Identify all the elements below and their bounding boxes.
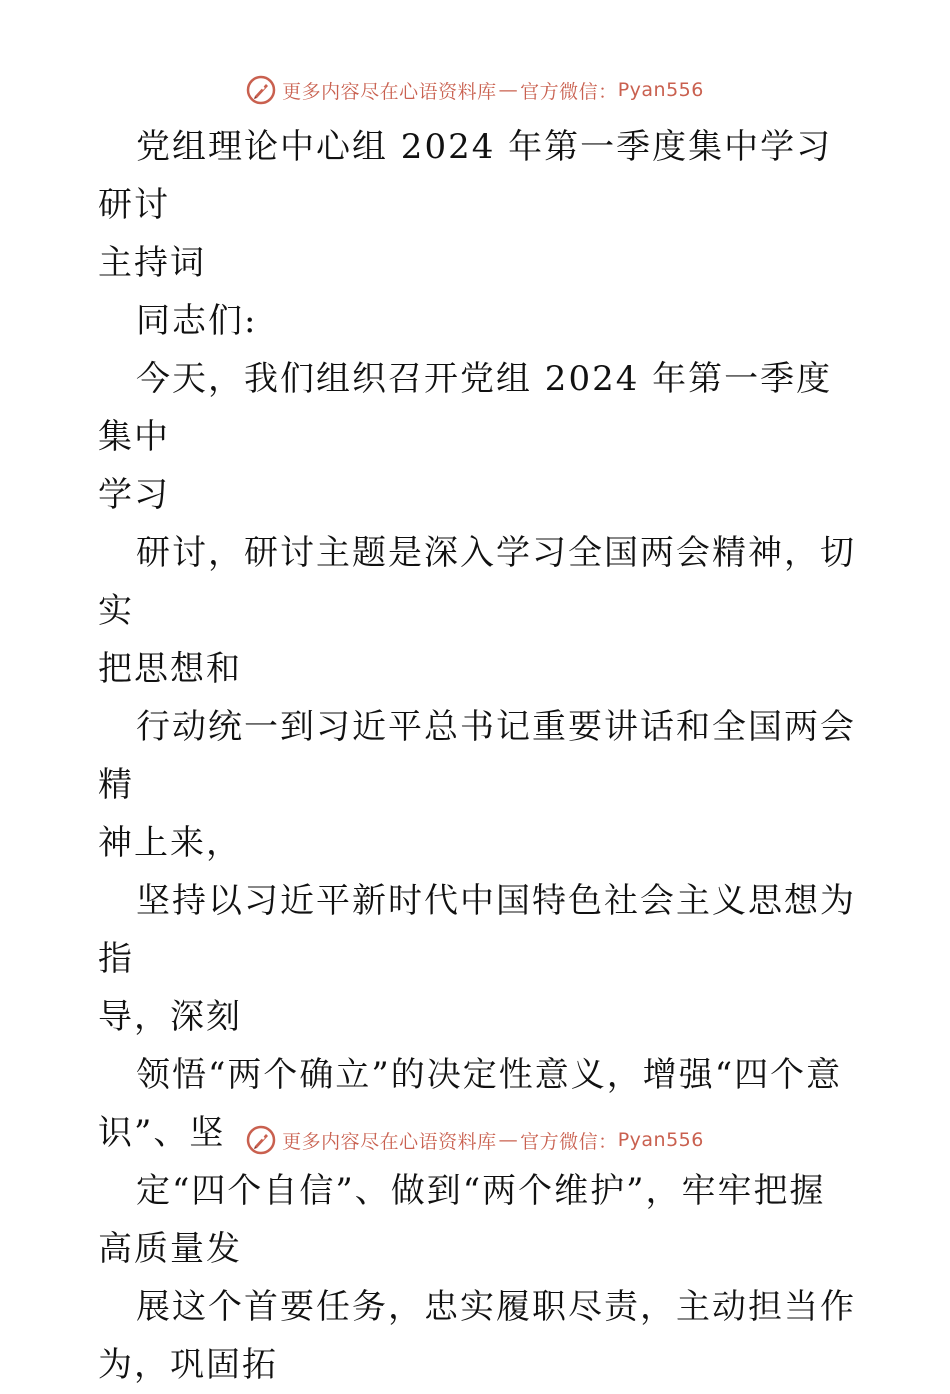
- watermark-separator: —: [498, 79, 519, 101]
- document-line: 今天，我们组织召开党组 2024 年第一季度集中: [98, 359, 833, 457]
- document-line: 神上来，: [98, 823, 242, 863]
- document-line: 导，深刻: [98, 997, 242, 1037]
- document-line: 高质量发: [98, 1229, 242, 1269]
- document-line: 研讨，研讨主题是深入学习全国两会精神，切实: [98, 533, 856, 631]
- document-line: 识”、坚: [98, 1113, 226, 1153]
- document-line: 党组理论中心组 2024 年第一季度集中学习研讨: [98, 127, 833, 225]
- watermark-header: [0, 70, 950, 110]
- document-line: 领悟“两个确立”的决定性意义，增强“四个意: [136, 1055, 843, 1095]
- watermark-text: 更多内容尽在心语资料库: [282, 1130, 497, 1153]
- document-body: [98, 118, 858, 1394]
- document-line: 同志们:: [136, 301, 258, 341]
- watermark-separator: —: [498, 1129, 519, 1151]
- watermark-wechat-label: 官方微信：: [520, 1130, 618, 1153]
- pen-logo-icon: [246, 75, 276, 105]
- document-line: 行动统一到习近平总书记重要讲话和全国两会精: [98, 707, 856, 805]
- document-line: 为，巩固拓: [98, 1345, 278, 1385]
- watermark-text: 更多内容尽在心语资料库: [282, 80, 497, 103]
- document-line: 主持词: [98, 243, 206, 283]
- document-line: 展这个首要任务，忠实履职尽责，主动担当作: [136, 1287, 856, 1327]
- watermark-footer: [0, 1120, 950, 1160]
- document-line: 定“四个自信”、做到“两个维护”，牢牢把握: [136, 1171, 826, 1211]
- document-line: 把思想和: [98, 649, 242, 689]
- watermark-wechat-id: Pyan556: [617, 79, 704, 101]
- pen-logo-icon: [246, 1125, 276, 1155]
- watermark-wechat-id: Pyan556: [617, 1129, 704, 1151]
- document-line: 学习: [98, 475, 170, 515]
- watermark-wechat-label: 官方微信：: [520, 80, 618, 103]
- document-line: 坚持以习近平新时代中国特色社会主义思想为指: [98, 881, 856, 979]
